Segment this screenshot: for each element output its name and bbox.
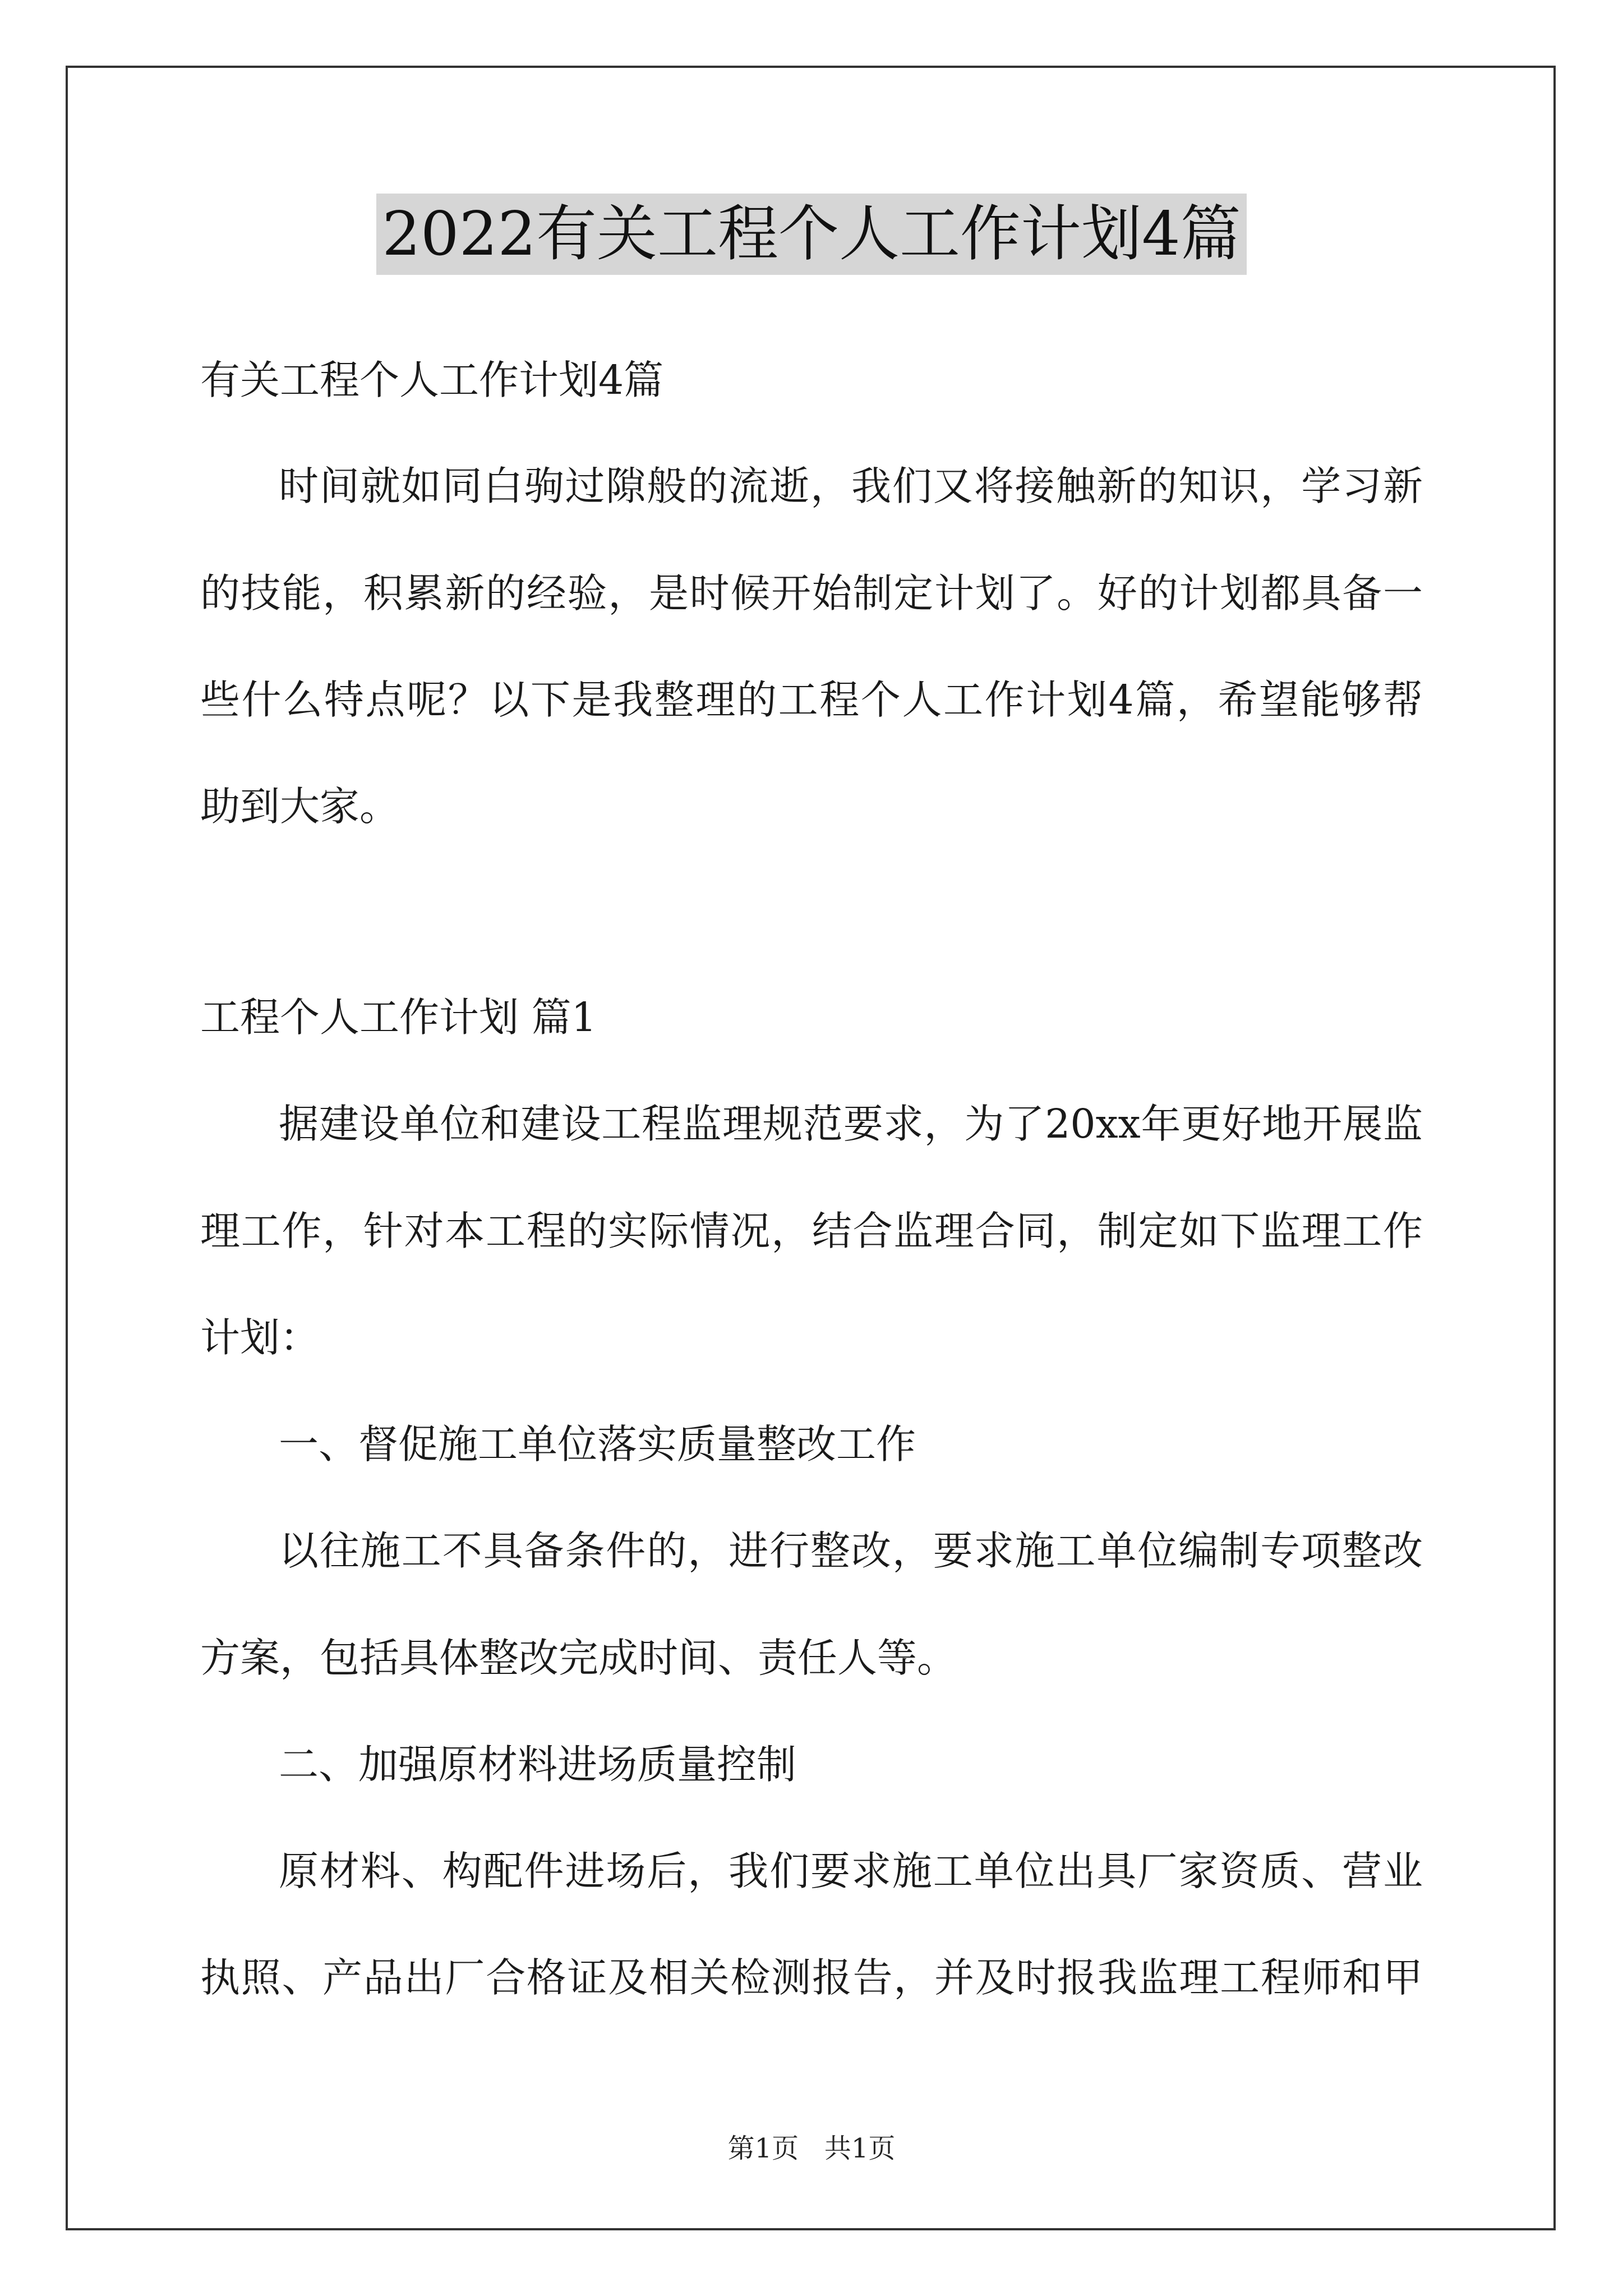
section-heading: 工程个人工作计划 篇1 xyxy=(200,994,597,1041)
subtitle-line: 有关工程个人工作计划4篇 xyxy=(200,357,664,403)
item-heading: 二、加强原材料进场质量控制 xyxy=(279,1741,797,1788)
paragraph-line: 的技能，积累新的经验，是时候开始制定计划了。好的计划都具备一 xyxy=(200,570,1423,616)
paragraph-line: 些什么特点呢？以下是我整理的工程个人工作计划4篇，希望能够帮 xyxy=(200,677,1423,723)
paragraph-line: 执照、产品出厂合格证及相关检测报告，并及时报我监理工程师和甲 xyxy=(200,1954,1423,2001)
page-footer: 第1页 共1页 xyxy=(727,2133,896,2164)
item-heading: 一、督促施工单位落实质量整改工作 xyxy=(279,1421,916,1467)
paragraph-line: 据建设单位和建设工程监理规范要求，为了20xx年更好地开展监 xyxy=(279,1101,1423,1147)
paragraph-line: 方案，包括具体整改完成时间、责任人等。 xyxy=(200,1635,957,1681)
document-title: 2022有关工程个人工作计划4篇 xyxy=(376,194,1247,275)
paragraph-line: 助到大家。 xyxy=(200,783,400,830)
paragraph-line: 时间就如同白驹过隙般的流逝，我们又将接触新的知识，学习新 xyxy=(279,463,1423,509)
paragraph-line: 原材料、构配件进场后，我们要求施工单位出具厂家资质、营业 xyxy=(279,1848,1423,1894)
paragraph-line: 以往施工不具备条件的，进行整改，要求施工单位编制专项整改 xyxy=(279,1527,1423,1574)
paragraph-line: 计划： xyxy=(200,1314,320,1361)
title-container xyxy=(0,194,1623,275)
paragraph-line: 理工作，针对本工程的实际情况，结合监理合同，制定如下监理工作 xyxy=(200,1208,1423,1254)
